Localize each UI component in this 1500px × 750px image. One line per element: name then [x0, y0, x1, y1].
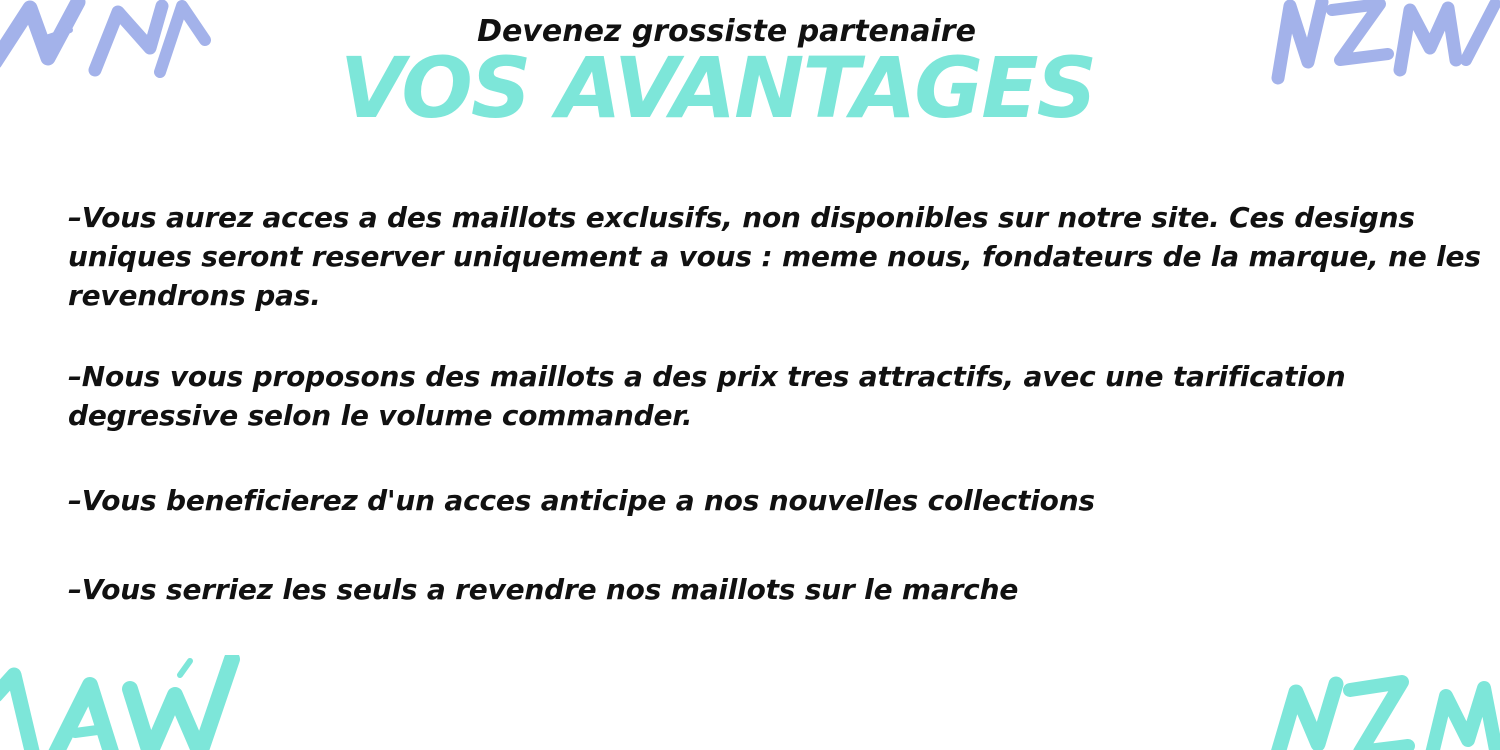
brush-logo-bottom-left [0, 655, 245, 750]
benefits-list [68, 198, 1493, 609]
page-subtitle: Devenez grossiste partenaire [477, 14, 976, 49]
benefit-item-exclusive-jerseys: –Vous aurez acces a des maillots exclusifs, non disponibles sur notre site. Ces designs uniques seront reserver uniquement a vous : meme nous, fondateurs de la marque, ne les revendrons pas. [68, 201, 1481, 312]
page-title: VOS AVANTAGES [339, 39, 1096, 137]
benefit-item-exclusive-reseller: –Vous serriez les seuls a revendre nos maillots sur le marche [68, 573, 1019, 606]
benefit-item-early-access: –Vous beneficierez d'un acces anticipe a nos nouvelles collections [68, 484, 1095, 517]
benefit-item-attractive-prices: –Nous vous proposons des maillots a des prix tres attractifs, avec une tarification degressive selon le volume commander. [68, 360, 1346, 432]
brush-logo-bottom-right [1270, 670, 1500, 750]
